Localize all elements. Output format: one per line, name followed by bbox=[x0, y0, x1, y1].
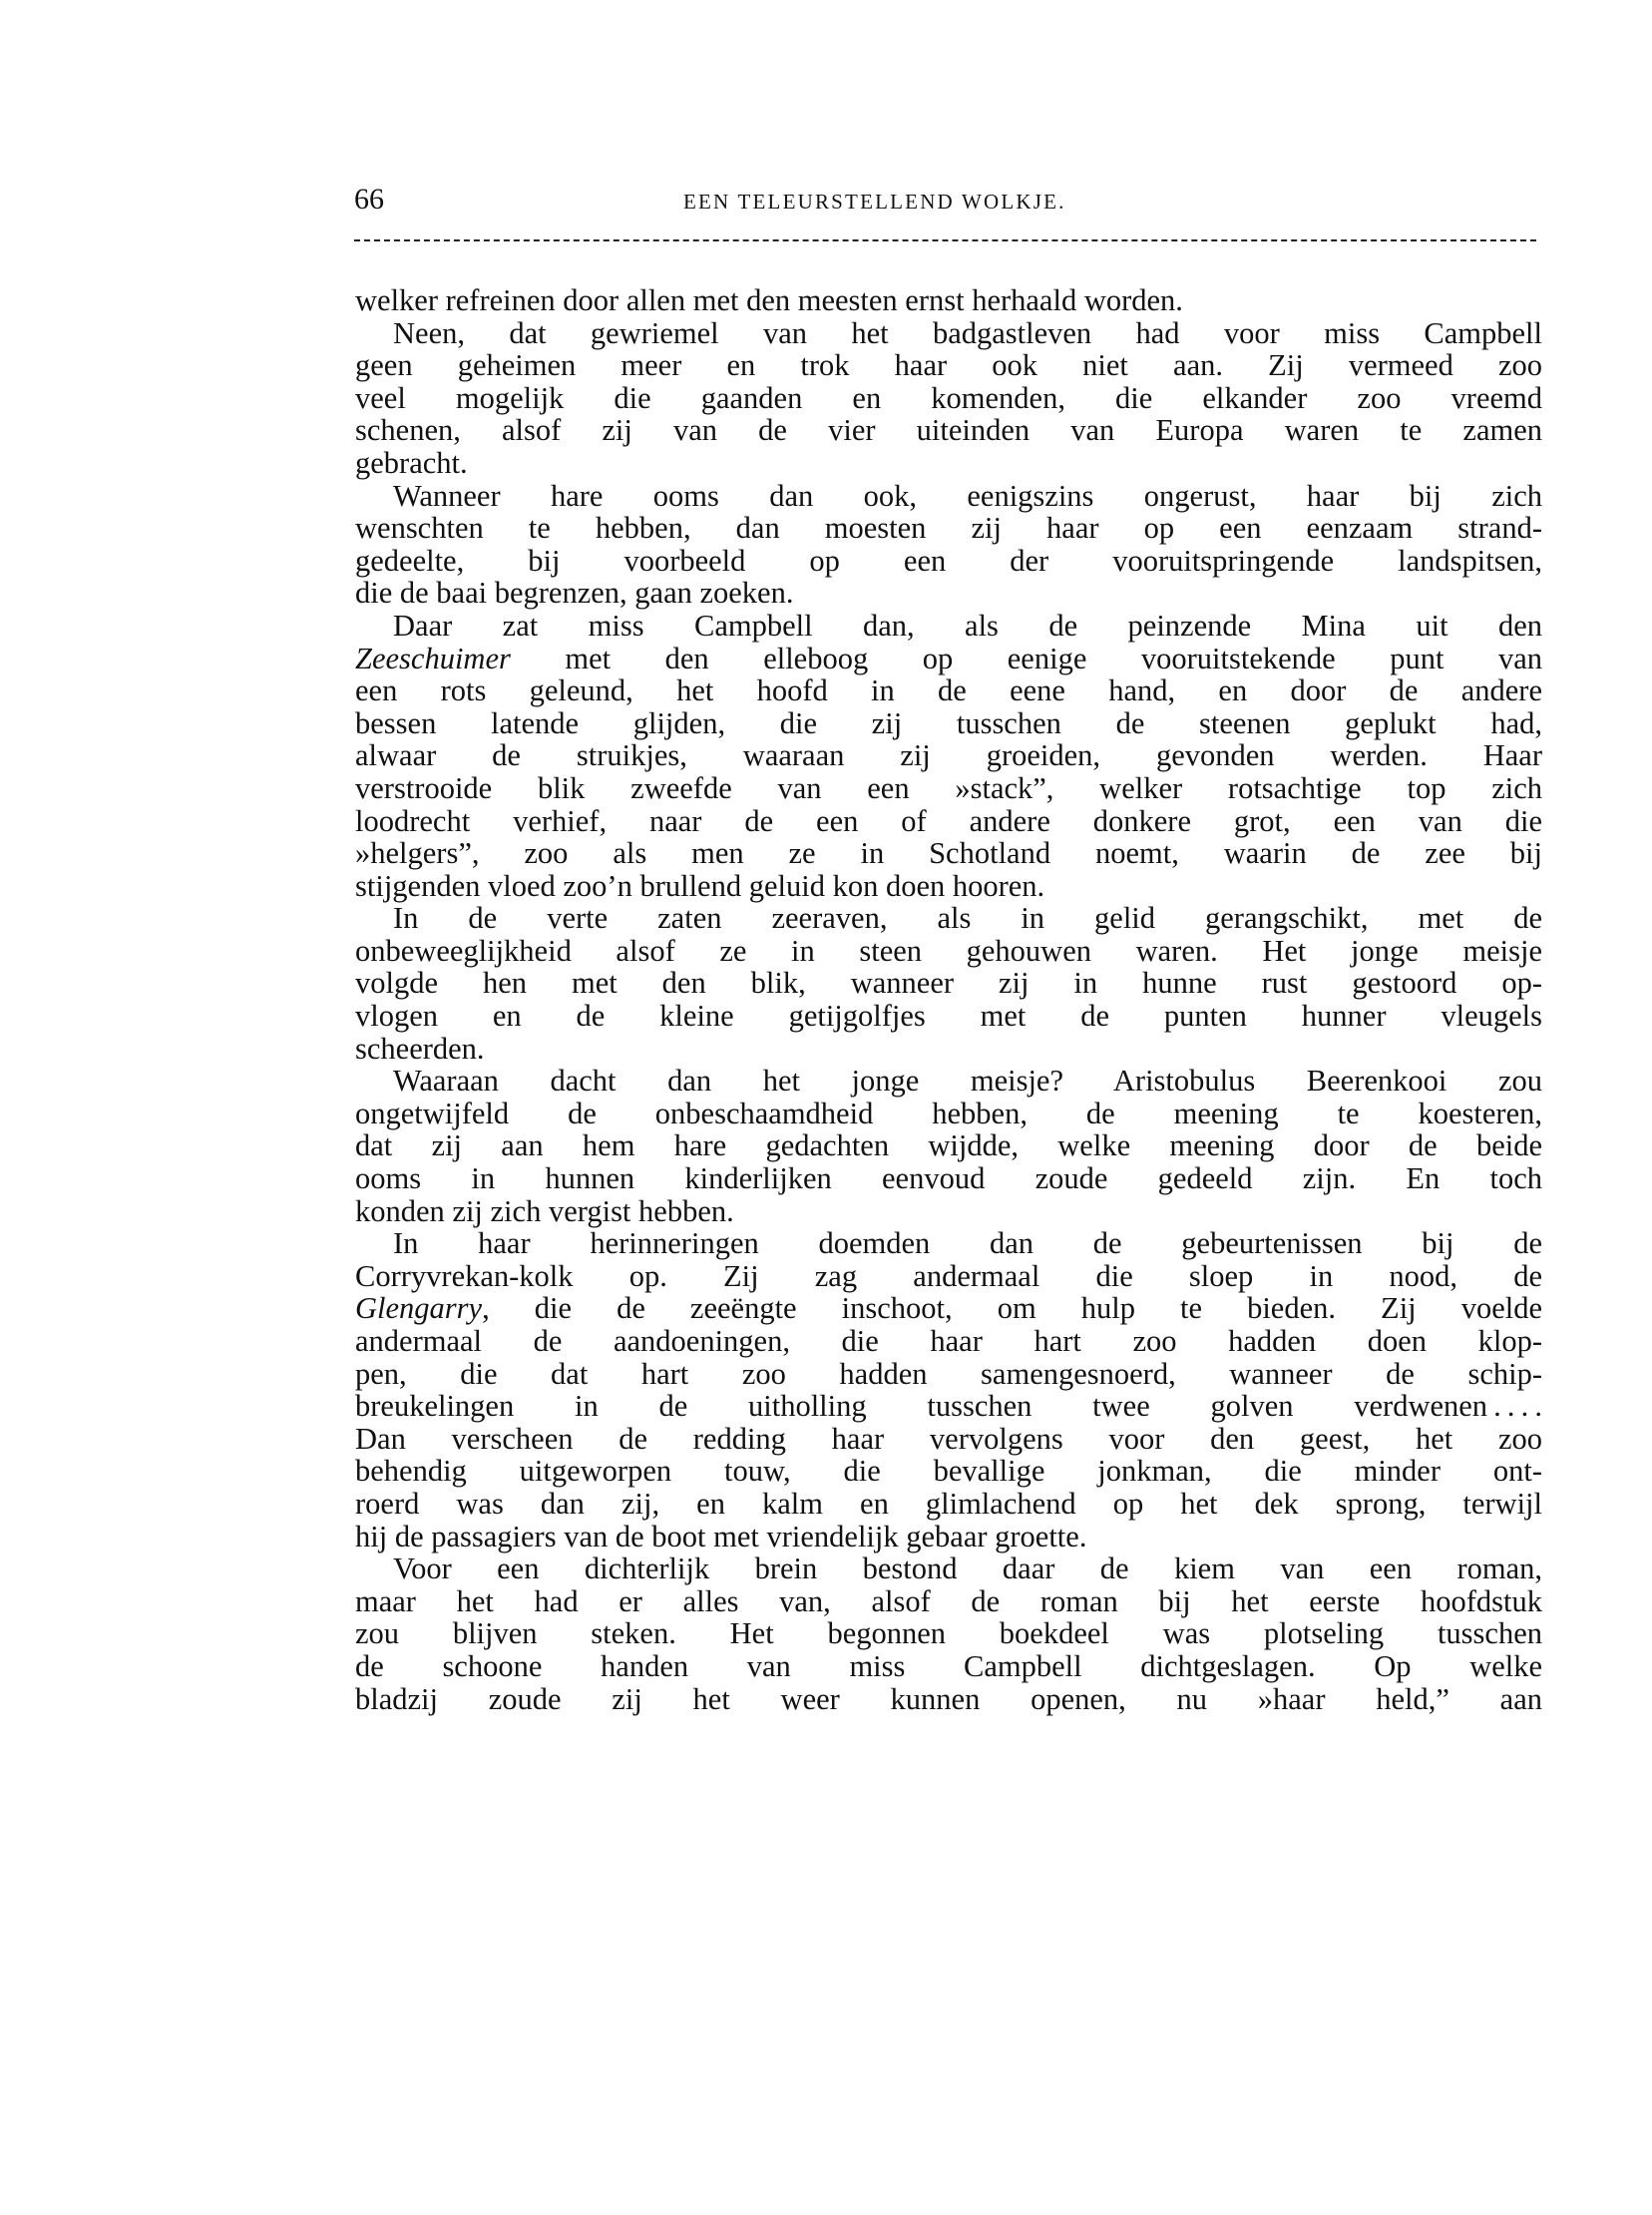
text-line bbox=[355, 1455, 1542, 1488]
line-text: bladzij zoude zij het weer kunnen openen, nu »haar held,” aan bbox=[355, 1681, 1542, 1716]
line-text: ongetwijfeld de onbeschaamdheid hebben, de meening te koesteren, bbox=[355, 1096, 1542, 1130]
text-line bbox=[355, 805, 1542, 838]
text-line bbox=[355, 707, 1542, 740]
line-text: met den elleboog op eenige vooruitstekende punt van bbox=[510, 641, 1542, 675]
line-text: ooms in hunnen kinderlijken eenvoud zoude gedeeld zijn. En toch bbox=[355, 1161, 1542, 1196]
text-line bbox=[355, 1552, 1542, 1585]
line-text: Daar zat miss Campbell dan, als de peinzende Mina uit den bbox=[393, 608, 1542, 643]
line-text: onbeweeglijkheid alsof ze in steen gehouwen waren. Het jonge meisje bbox=[355, 933, 1542, 968]
italic-title: Glengarry bbox=[355, 1291, 483, 1326]
text-line bbox=[355, 1292, 1542, 1325]
line-text: gedeelte, bij voorbeeld op een der vooruitspringende landspitsen, bbox=[355, 543, 1542, 578]
line-text: In de verte zaten zeeraven, als in gelid gerangschikt, met de bbox=[393, 901, 1542, 936]
text-line bbox=[355, 1065, 1542, 1098]
line-text: hij de passagiers van de boot met vriendelijk gebaar groette. bbox=[355, 1519, 1087, 1553]
text-line bbox=[355, 1617, 1542, 1650]
line-text: Voor een dichterlijk brein bestond daar de kiem van een roman, bbox=[393, 1551, 1542, 1586]
text-line bbox=[355, 1129, 1542, 1162]
line-text: dat zij aan hem hare gedachten wijdde, welke meening door de beide bbox=[355, 1128, 1542, 1163]
body-text bbox=[355, 284, 1542, 1715]
line-text: Wanneer hare ooms dan ook, eenigszins ongerust, haar bij zich bbox=[393, 478, 1542, 513]
line-text: pen, die dat hart zoo hadden samengesnoerd, wanneer de schip- bbox=[355, 1356, 1542, 1391]
line-text: alwaar de struikjes, waaraan zij groeiden, gevonden werden. Haar bbox=[355, 738, 1542, 773]
paragraph bbox=[355, 1552, 1542, 1715]
text-line bbox=[355, 317, 1542, 350]
text-line bbox=[355, 1000, 1542, 1033]
text-line bbox=[355, 643, 1542, 675]
paragraph bbox=[355, 902, 1542, 1065]
line-text: loodrecht verhief, naar de een of andere donkere grot, een van die bbox=[355, 803, 1542, 838]
text-line bbox=[355, 1390, 1542, 1423]
text-line bbox=[355, 772, 1542, 805]
line-text: een rots geleund, het hoofd in de eene hand, en door de andere bbox=[355, 673, 1542, 708]
line-text: behendig uitgeworpen touw, die bevallige jonkman, die minder ont- bbox=[355, 1454, 1542, 1489]
paragraph bbox=[355, 1227, 1542, 1552]
line-text: geen geheimen meer en trok haar ook niet aan. Zij vermeed zoo bbox=[355, 348, 1542, 383]
text-line bbox=[355, 512, 1542, 545]
paragraph bbox=[355, 480, 1542, 610]
text-line bbox=[355, 414, 1542, 447]
italic-title: Zeeschuimer bbox=[355, 641, 511, 675]
text-line bbox=[355, 447, 1542, 480]
text-line bbox=[355, 1683, 1542, 1716]
text-line bbox=[355, 870, 1542, 903]
text-line bbox=[355, 1260, 1542, 1293]
line-text: Corryvrekan-kolk op. Zij zag andermaal die sloep in nood, de bbox=[355, 1258, 1542, 1293]
text-line bbox=[355, 967, 1542, 1000]
text-line bbox=[355, 739, 1542, 772]
text-line bbox=[355, 1325, 1542, 1358]
line-text: In haar herinneringen doemden dan de gebeurtenissen bij de bbox=[393, 1226, 1542, 1261]
line-text: andermaal de aandoeningen, die haar hart zoo hadden doen klop- bbox=[355, 1324, 1542, 1358]
line-text: veel mogelijk die gaanden en komenden, die elkander zoo vreemd bbox=[355, 380, 1542, 415]
text-line bbox=[355, 1098, 1542, 1130]
line-text: bessen latende glijden, die zij tusschen de steenen geplukt had, bbox=[355, 705, 1542, 740]
line-text: scheerden. bbox=[355, 1031, 485, 1066]
text-line bbox=[355, 284, 1542, 317]
text-line bbox=[355, 674, 1542, 707]
running-head bbox=[354, 180, 1536, 220]
page-number: 66 bbox=[354, 183, 384, 216]
text-line bbox=[355, 1488, 1542, 1521]
text-line bbox=[355, 1358, 1542, 1391]
line-text: verstrooide blik zweefde van een »stack”, welker rotsachtige top zich bbox=[355, 770, 1542, 805]
line-text: welker refreinen door allen met den meesten ernst herhaald worden. bbox=[355, 283, 1183, 317]
running-title: EEN TELEURSTELLEND WOLKJE. bbox=[683, 190, 1066, 214]
text-line bbox=[355, 1423, 1542, 1456]
text-line bbox=[355, 935, 1542, 968]
text-line bbox=[355, 1227, 1542, 1260]
text-line bbox=[355, 610, 1542, 643]
line-text: konden zij zich vergist hebben. bbox=[355, 1193, 734, 1228]
line-text: breukelingen in de uitholling tusschen twee golven verdwenen . . . . bbox=[355, 1389, 1542, 1424]
text-line bbox=[355, 545, 1542, 578]
text-line bbox=[355, 837, 1542, 870]
line-text: »helgers”, zoo als men ze in Schotland noemt, waarin de zee bij bbox=[355, 836, 1542, 871]
line-text: die de baai begrenzen, gaan zoeken. bbox=[355, 576, 794, 611]
text-line bbox=[355, 480, 1542, 513]
paragraph bbox=[355, 610, 1542, 902]
paragraph bbox=[355, 1065, 1542, 1227]
paragraph bbox=[355, 284, 1542, 317]
line-text: zou blijven steken. Het begonnen boekdeel was plotseling tusschen bbox=[355, 1616, 1542, 1651]
line-text: wenschten te hebben, dan moesten zij haar op een eenzaam strand- bbox=[355, 511, 1542, 546]
text-line bbox=[355, 902, 1542, 935]
line-text: de schoone handen van miss Campbell dichtgeslagen. Op welke bbox=[355, 1648, 1542, 1683]
line-text: stijgenden vloed zoo’n brullend geluid kon doen hooren. bbox=[355, 868, 1045, 903]
line-text: gebracht. bbox=[355, 445, 468, 480]
text-line bbox=[355, 349, 1542, 382]
line-text: Waaraan dacht dan het jonge meisje? Aristobulus Beerenkooi zou bbox=[393, 1064, 1542, 1099]
line-text: vlogen en de kleine getijgolfjes met de punten hunner vleugels bbox=[355, 999, 1542, 1034]
text-line bbox=[355, 382, 1542, 415]
line-text: maar het had er alles van, alsof de roman bij het eerste hoofdstuk bbox=[355, 1583, 1542, 1618]
line-text: volgde hen met den blik, wanneer zij in hunne rust gestoord op- bbox=[355, 966, 1542, 1001]
line-text: roerd was dan zij, en kalm en glimlachend op het dek sprong, terwijl bbox=[355, 1486, 1542, 1521]
line-text: schenen, alsof zij van de vier uiteinden van Europa waren te zamen bbox=[355, 413, 1542, 448]
line-text: , die de zeeëngte inschoot, om hulp te bieden. Zij voelde bbox=[482, 1291, 1542, 1326]
text-line bbox=[355, 1521, 1542, 1553]
text-line bbox=[355, 1033, 1542, 1066]
text-line bbox=[355, 1162, 1542, 1195]
text-line bbox=[355, 1650, 1542, 1683]
line-text: Dan verscheen de redding haar vervolgens voor den geest, het zoo bbox=[355, 1421, 1542, 1456]
text-line bbox=[355, 577, 1542, 610]
header-rule bbox=[354, 239, 1536, 241]
text-line bbox=[355, 1195, 1542, 1228]
line-text: Neen, dat gewriemel van het badgastleven had voor miss Campbell bbox=[393, 315, 1542, 350]
paragraph bbox=[355, 317, 1542, 480]
text-line bbox=[355, 1585, 1542, 1618]
